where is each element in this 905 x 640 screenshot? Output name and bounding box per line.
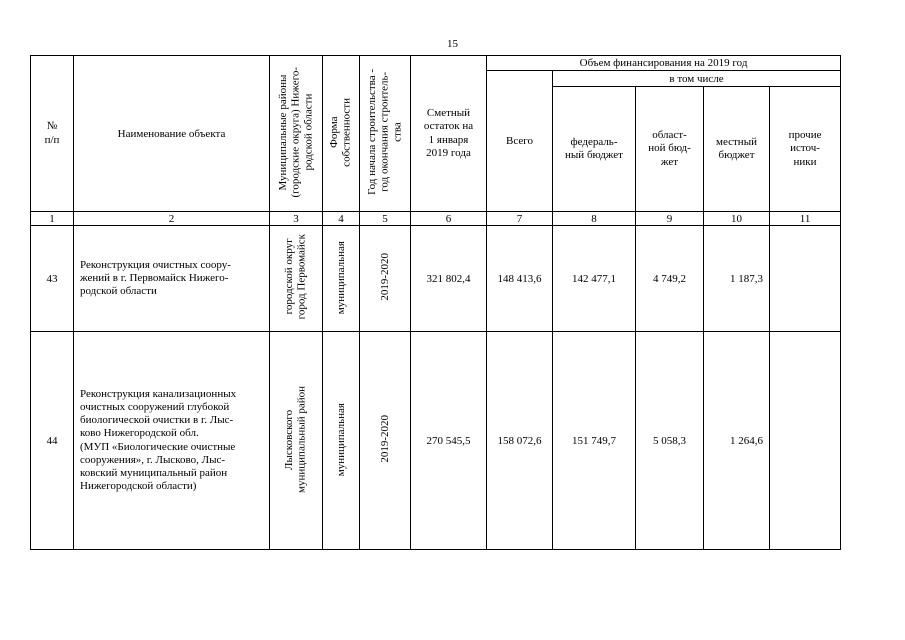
page-number: 15 — [447, 38, 458, 50]
header-including: в том числе — [553, 71, 841, 87]
column-index: 5 — [360, 212, 411, 226]
row-district: Лысковского муниципальный район — [270, 332, 323, 550]
header-ownership: Форма собственности — [323, 56, 360, 212]
column-index: 6 — [411, 212, 487, 226]
row-regional: 4 749,2 — [636, 226, 704, 332]
column-index: 2 — [74, 212, 270, 226]
row-district: городской округ город Первомайск — [270, 226, 323, 332]
header-funding-group: Объем финансирования на 2019 год — [487, 56, 841, 71]
column-index-row — [31, 212, 841, 226]
row-ownership: муниципальная — [323, 226, 360, 332]
row-years: 2019-2020 — [360, 226, 411, 332]
header-regional: област- ной бюд- жет — [636, 87, 704, 212]
row-other — [770, 332, 841, 550]
column-index: 4 — [323, 212, 360, 226]
header-num: № п/п — [31, 56, 74, 212]
row-local: 1 187,3 — [704, 226, 770, 332]
row-federal: 151 749,7 — [553, 332, 636, 550]
header-total: Всего — [487, 71, 553, 212]
row-years: 2019-2020 — [360, 332, 411, 550]
column-index: 8 — [553, 212, 636, 226]
row-regional: 5 058,3 — [636, 332, 704, 550]
table-row — [31, 332, 841, 550]
row-estimate: 270 545,5 — [411, 332, 487, 550]
financing-table — [30, 55, 841, 550]
column-index: 9 — [636, 212, 704, 226]
header-name: Наименование объекта — [74, 56, 270, 212]
column-index: 10 — [704, 212, 770, 226]
row-local: 1 264,6 — [704, 332, 770, 550]
row-total: 148 413,6 — [487, 226, 553, 332]
header-federal: федераль- ный бюджет — [553, 87, 636, 212]
header-estimate: Сметный остаток на 1 января 2019 года — [411, 56, 487, 212]
row-num: 44 — [31, 332, 74, 550]
row-total: 158 072,6 — [487, 332, 553, 550]
column-index: 11 — [770, 212, 841, 226]
row-federal: 142 477,1 — [553, 226, 636, 332]
header-years: Год начала строительства - год окончания строитель- ства — [360, 56, 411, 212]
column-index: 3 — [270, 212, 323, 226]
header-row-1 — [31, 56, 841, 71]
table-row — [31, 226, 841, 332]
row-estimate: 321 802,4 — [411, 226, 487, 332]
object-name: Реконструкция канализационных очистных сооружений глубокой биологической очистки в г. Лыс- ково Нижегородской обл. (МУП «Биологические очистные сооружения», г. Лысково, Лыс- ковский муниципальный район Нижегородской области) — [74, 332, 270, 550]
column-index: 1 — [31, 212, 74, 226]
object-name: Реконструкция очистных соору- жений в г. Первомайск Нижего- родской области — [74, 226, 270, 332]
header-district: Муниципальные районы (городские округа) Нижего- родской области — [270, 56, 323, 212]
header-other: прочие источ- ники — [770, 87, 841, 212]
row-num: 43 — [31, 226, 74, 332]
header-local: местный бюджет — [704, 87, 770, 212]
row-ownership: муниципальная — [323, 332, 360, 550]
column-index: 7 — [487, 212, 553, 226]
row-other — [770, 226, 841, 332]
